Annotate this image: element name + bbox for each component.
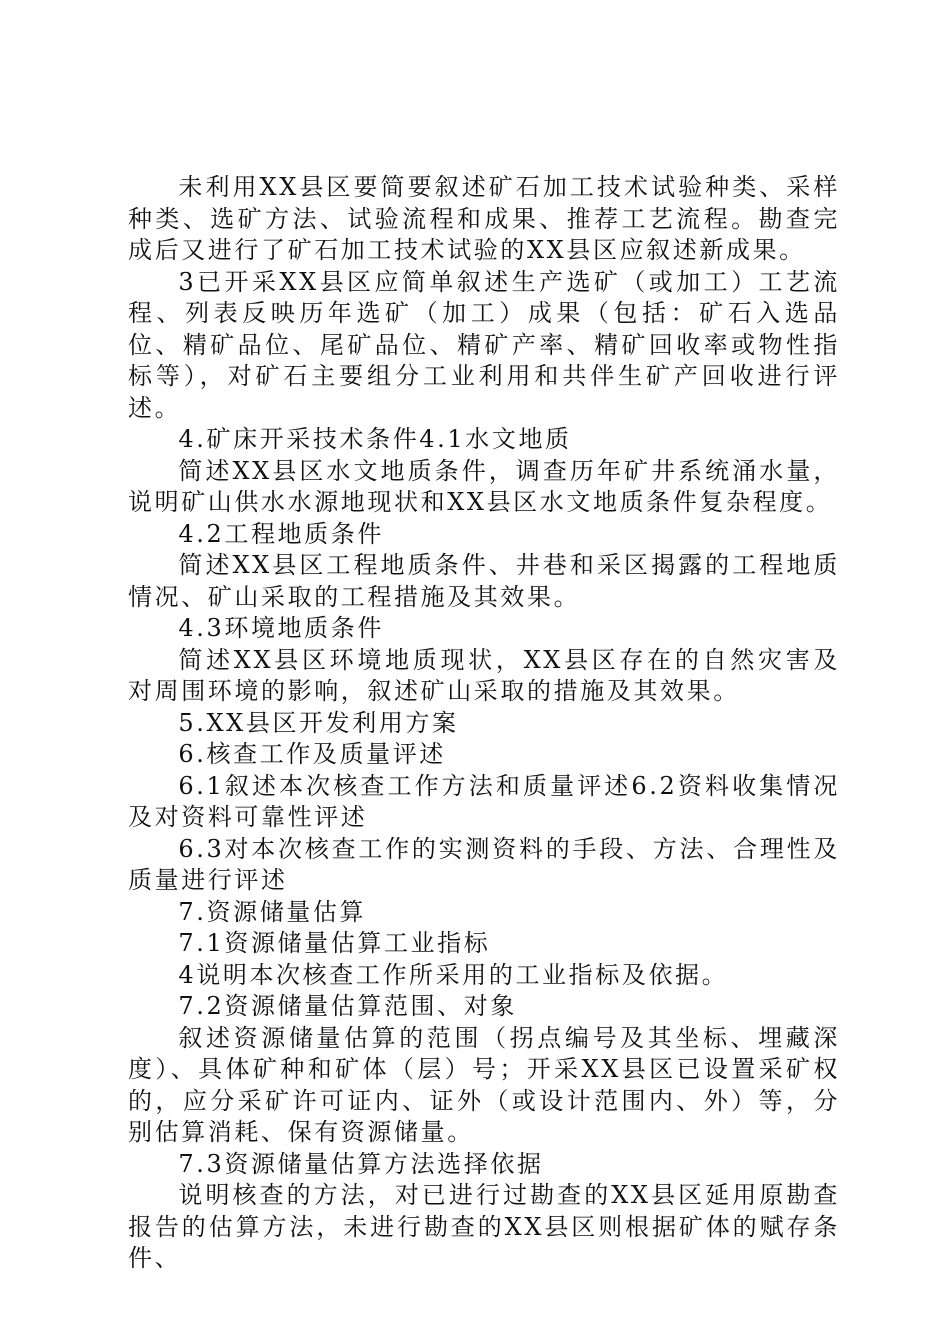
paragraph-estimation-method: 说明核查的方法，对已进行过勘查的XX县区延用原勘查报告的估算方法，未进行勘查的XX县区则根据矿体的赋存条件、 <box>128 1181 840 1272</box>
heading-7-3-estimation-method: 7.3资源储量估算方法选择依据 <box>178 1149 544 1178</box>
paragraph-engineering-geology: 简述XX县区工程地质条件、井巷和采区揭露的工程地质情况、矿山采取的工程措施及其效果。 <box>128 551 840 611</box>
heading-4-mining-conditions: 4.矿床开采技术条件4.1水文地质 <box>178 425 572 453</box>
paragraph-estimation-scope: 叙述资源储量估算的范围（拐点编号及其坐标、埋藏深度）、具体矿种和矿体（层）号；开采XX县区已设置采矿权的，应分采矿许可证内、证外（或设计范围内、外）等，分别估算消耗、保有资源储量。 <box>128 1023 840 1146</box>
paragraph-mined-area-processing: 3已开采XX县区应简单叙述生产选矿（或加工）工艺流程、列表反映历年选矿（加工）成果（包括：矿石入选品位、精矿品位、尾矿品位、精矿产率、精矿回收率或物性指标等），对矿石主要组分工业利用和共伴生矿产回收进行评述。 <box>128 267 840 422</box>
paragraph-industrial-indicators: 4说明本次核查工作所采用的工业指标及依据。 <box>178 960 729 989</box>
heading-7-resource-estimation: 7.资源储量估算 <box>178 897 367 926</box>
heading-7-2-estimation-scope: 7.2资源储量估算范围、对象 <box>178 992 517 1020</box>
document-body <box>128 172 840 1275</box>
heading-4-3-environmental-geology: 4.3环境地质条件 <box>178 614 384 642</box>
heading-4-2-engineering-geology: 4.2工程地质条件 <box>178 519 384 548</box>
heading-6-verification-quality: 6.核查工作及质量评述 <box>178 740 446 768</box>
paragraph-hydrogeology: 简述XX县区水文地质条件，调查历年矿井系统涌水量，说明矿山供水水源地现状和XX县区水文地质条件复杂程度。 <box>128 456 840 516</box>
paragraph-ore-processing-tests: 未利用XX县区要简要叙述矿石加工技术试验种类、采样种类、选矿方法、试验流程和成果、推荐工艺流程。勘查完成后又进行了矿石加工技术试验的XX县区应叙述新成果。 <box>128 173 840 264</box>
heading-7-1-industrial-indicators: 7.1资源储量估算工业指标 <box>178 929 491 957</box>
paragraph-environmental-geology: 简述XX县区环境地质现状，XX县区存在的自然灾害及对周围环境的影响，叙述矿山采取的措施及其效果。 <box>128 645 840 705</box>
paragraph-6-3-measured-data: 6.3对本次核查工作的实测资料的手段、方法、合理性及质量进行评述 <box>128 834 840 894</box>
heading-5-development-plan: 5.XX县区开发利用方案 <box>178 708 459 737</box>
paragraph-6-1-6-2-methods: 6.1叙述本次核查工作方法和质量评述6.2资料收集情况及对资料可靠性评述 <box>128 771 840 831</box>
